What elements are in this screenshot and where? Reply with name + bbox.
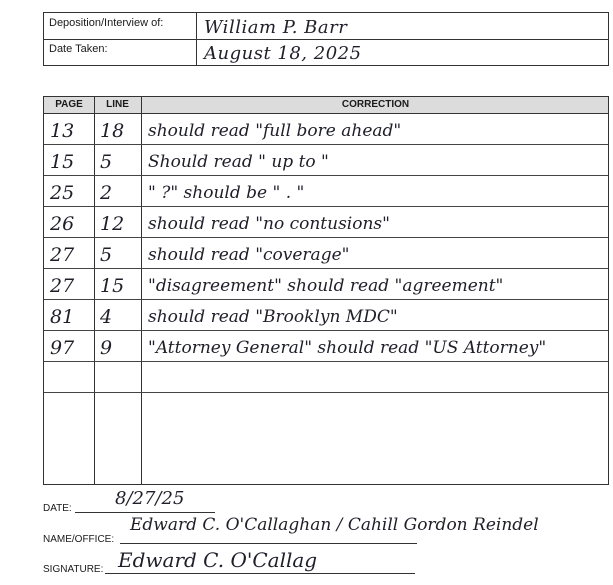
correction-cell: "disagreement" should read "agreement" <box>148 276 504 296</box>
correction-cell: "Attorney General" should read "US Attorney" <box>148 338 547 358</box>
page-cell <box>50 393 90 422</box>
table-row <box>44 331 608 362</box>
line-cell: 9 <box>100 337 113 359</box>
deposition-label: Deposition/Interview of: <box>44 13 197 39</box>
date-taken-label: Date Taken: <box>44 39 197 66</box>
name-office-value: Edward C. O'Callaghan / Cahill Gordon Reindel <box>130 515 539 535</box>
page-cell: 27 <box>50 275 75 297</box>
date-taken-row <box>44 39 608 66</box>
correction-cell <box>148 362 608 392</box>
signature-label: SIGNATURE: <box>43 564 104 575</box>
date-underline <box>75 512 215 513</box>
page-cell: 27 <box>50 244 75 266</box>
line-cell: 2 <box>100 182 113 204</box>
line-cell: 12 <box>100 213 125 235</box>
column-header-correction: CORRECTION <box>341 99 410 110</box>
deposition-header <box>43 12 609 66</box>
table-row <box>44 393 608 422</box>
correction-cell: should read "full bore ahead" <box>148 121 402 141</box>
page-cell <box>50 362 90 392</box>
table-row <box>44 145 608 176</box>
table-row <box>44 300 608 331</box>
line-cell: 18 <box>100 120 125 142</box>
correction-cell <box>148 393 608 422</box>
deposition-value: William P. Barr <box>204 17 348 38</box>
name-office-underline <box>120 543 417 544</box>
date-label: DATE: <box>43 503 72 514</box>
table-header <box>44 97 608 114</box>
name-office-label: NAME/OFFICE: <box>43 534 115 545</box>
date-value: 8/27/25 <box>115 488 185 509</box>
corrections-table <box>43 96 609 485</box>
date-taken-value: August 18, 2025 <box>204 43 362 64</box>
line-cell <box>100 362 140 392</box>
table-row <box>44 207 608 238</box>
table-row <box>44 362 608 393</box>
column-header-page: PAGE <box>55 99 83 110</box>
page-cell: 13 <box>50 120 75 142</box>
line-cell: 15 <box>100 275 125 297</box>
deposition-row <box>44 13 608 40</box>
line-cell: 5 <box>100 151 113 173</box>
line-cell <box>100 393 140 422</box>
correction-cell: " ?" should be " . " <box>148 183 305 203</box>
column-header-line: LINE <box>106 99 129 110</box>
correction-cell: should read "Brooklyn MDC" <box>148 307 398 327</box>
signature-underline <box>105 573 415 574</box>
correction-cell: should read "no contusions" <box>148 214 390 234</box>
correction-cell: should read "coverage" <box>148 245 350 265</box>
line-cell: 4 <box>100 306 113 328</box>
page-cell: 97 <box>50 337 75 359</box>
table-row <box>44 269 608 300</box>
page-cell: 15 <box>50 151 75 173</box>
table-row <box>44 114 608 145</box>
table-row <box>44 176 608 207</box>
correction-cell: Should read " up to " <box>148 152 329 172</box>
line-cell: 5 <box>100 244 113 266</box>
page-cell: 81 <box>50 306 75 328</box>
page-cell: 25 <box>50 182 75 204</box>
signature-value: Edward C. O'Callag <box>118 548 318 572</box>
page-cell: 26 <box>50 213 75 235</box>
table-row <box>44 238 608 269</box>
